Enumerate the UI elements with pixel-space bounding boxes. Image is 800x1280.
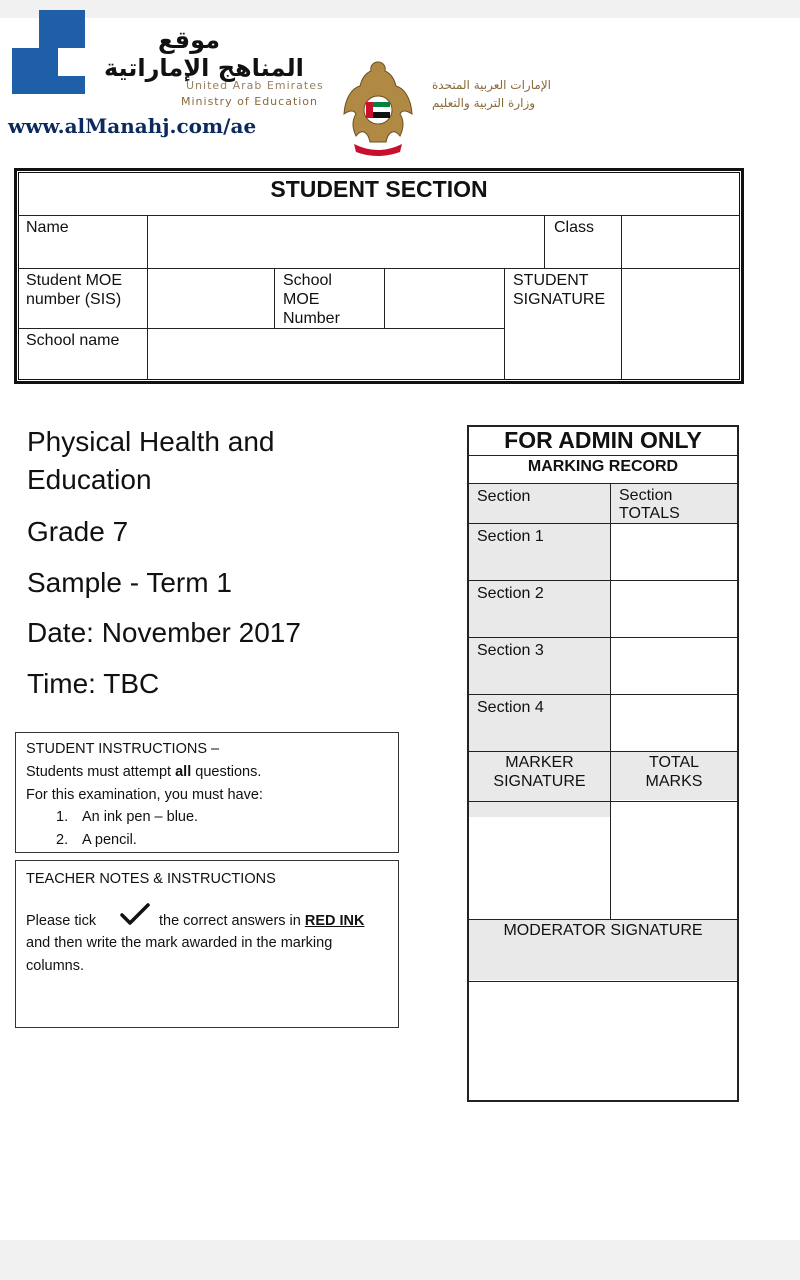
uae-falcon-emblem-icon (340, 58, 416, 158)
grade-label: Grade 7 (27, 516, 129, 547)
school-moe-label-line1: School (283, 272, 332, 289)
name-field[interactable] (148, 216, 544, 268)
student-moe-label (18, 268, 122, 309)
ministry-english-line1: United Arab Emirates (186, 79, 324, 92)
class-label: Class (554, 219, 595, 236)
teacher-notes-heading: TEACHER NOTES & INSTRUCTIONS (26, 871, 276, 887)
exam-date: Date: November 2017 (27, 617, 301, 648)
logo-block-top (39, 10, 85, 48)
tick-instruction-prefix: Please tick (26, 913, 97, 929)
total-marks-line2: MARKS (645, 773, 703, 790)
site-url[interactable]: www.alManahj.com/ae (8, 114, 257, 138)
class-field[interactable] (622, 216, 740, 268)
exam-time: Time: TBC (27, 668, 160, 699)
totals-header-line2: TOTALS (619, 505, 680, 522)
subject-title-line2: Education (27, 464, 152, 495)
school-moe-label-line2: MOE (283, 291, 320, 308)
totals-header-line1: Section (619, 487, 673, 504)
section-totals-header (611, 484, 680, 523)
instruction-item: An ink pen – blue. (82, 809, 199, 825)
student-instructions-heading: STUDENT INSTRUCTIONS – (26, 741, 220, 757)
brand-arabic-line1: موقع (158, 26, 221, 54)
school-moe-label-line3: Number (283, 310, 340, 327)
school-name-field[interactable] (148, 329, 504, 380)
marker-signature-line2: SIGNATURE (493, 773, 586, 790)
logo-block-bottom (58, 76, 85, 94)
marking-record-label: MARKING RECORD (527, 458, 679, 475)
section-row-label: Section 4 (477, 699, 544, 716)
section-3-total-field[interactable] (611, 638, 737, 694)
ministry-arabic-line1: الإمارات العربية المتحدة (432, 78, 551, 92)
marker-signature-label (469, 753, 610, 791)
section-1-total-field[interactable] (611, 524, 737, 580)
name-label: Name (26, 219, 69, 236)
total-marks-field[interactable] (611, 802, 737, 919)
school-moe-field[interactable] (385, 269, 504, 328)
tick-suffix-text: the correct answers in (159, 913, 305, 929)
section-4-total-field[interactable] (611, 695, 737, 751)
marker-signature-field[interactable] (469, 802, 610, 919)
ministry-arabic-line2: وزارة التربية والتعليم (432, 96, 536, 110)
term-label: Sample - Term 1 (27, 567, 232, 598)
student-signature-label-line1: STUDENT (513, 272, 589, 289)
instruction-item-number: 2. (56, 832, 69, 848)
teacher-notes-line3: columns. (26, 958, 85, 974)
logo-block-left (12, 48, 58, 94)
section-2-total-field[interactable] (611, 581, 737, 637)
marker-signature-line1: MARKER (505, 754, 574, 771)
student-instructions-line1 (26, 761, 261, 784)
student-moe-label-line2: number (SIS) (26, 291, 122, 308)
section-row-label: Section 1 (477, 528, 544, 545)
moderator-signature-label: MODERATOR SIGNATURE (503, 922, 703, 939)
student-instructions-line2: For this examination, you must have: (26, 787, 263, 803)
brand-arabic-line2: المناهج الإماراتية (104, 54, 304, 82)
section-row-label: Section 2 (477, 585, 544, 602)
instruction-item-number: 1. (56, 809, 69, 825)
student-signature-label (505, 268, 605, 309)
subject-title-line1: Physical Health and (27, 426, 275, 457)
instr-line1-suffix: questions. (191, 764, 262, 780)
school-name-label: School name (26, 332, 120, 349)
teacher-notes-box (15, 860, 399, 1028)
student-signature-field[interactable] (622, 269, 740, 380)
school-moe-label (275, 268, 340, 328)
exam-page (0, 18, 800, 1240)
moderator-signature-field[interactable] (469, 982, 737, 1100)
tick-instruction-suffix (159, 910, 365, 933)
section-row-label: Section 3 (477, 642, 544, 659)
instr-line1-prefix: Students must attempt (26, 764, 176, 780)
total-marks-line1: TOTAL (648, 754, 700, 771)
student-instructions-box (15, 732, 399, 853)
student-moe-label-line1: Student MOE (26, 272, 123, 289)
instruction-item: A pencil. (82, 832, 137, 848)
student-signature-label-line2: SIGNATURE (513, 291, 606, 308)
student-section-title: STUDENT SECTION (270, 176, 488, 202)
instr-line1-bold: all (175, 764, 192, 780)
teacher-notes-line2: and then write the mark awarded in the marking (26, 935, 333, 951)
admin-title: FOR ADMIN ONLY (504, 427, 702, 453)
ministry-english-line2: Ministry of Education (181, 95, 319, 108)
checkmark-icon (120, 903, 150, 927)
student-moe-field[interactable] (148, 269, 274, 328)
total-marks-label (611, 753, 737, 791)
red-ink-label: RED INK (304, 913, 365, 929)
section-column-header: Section (477, 488, 531, 505)
